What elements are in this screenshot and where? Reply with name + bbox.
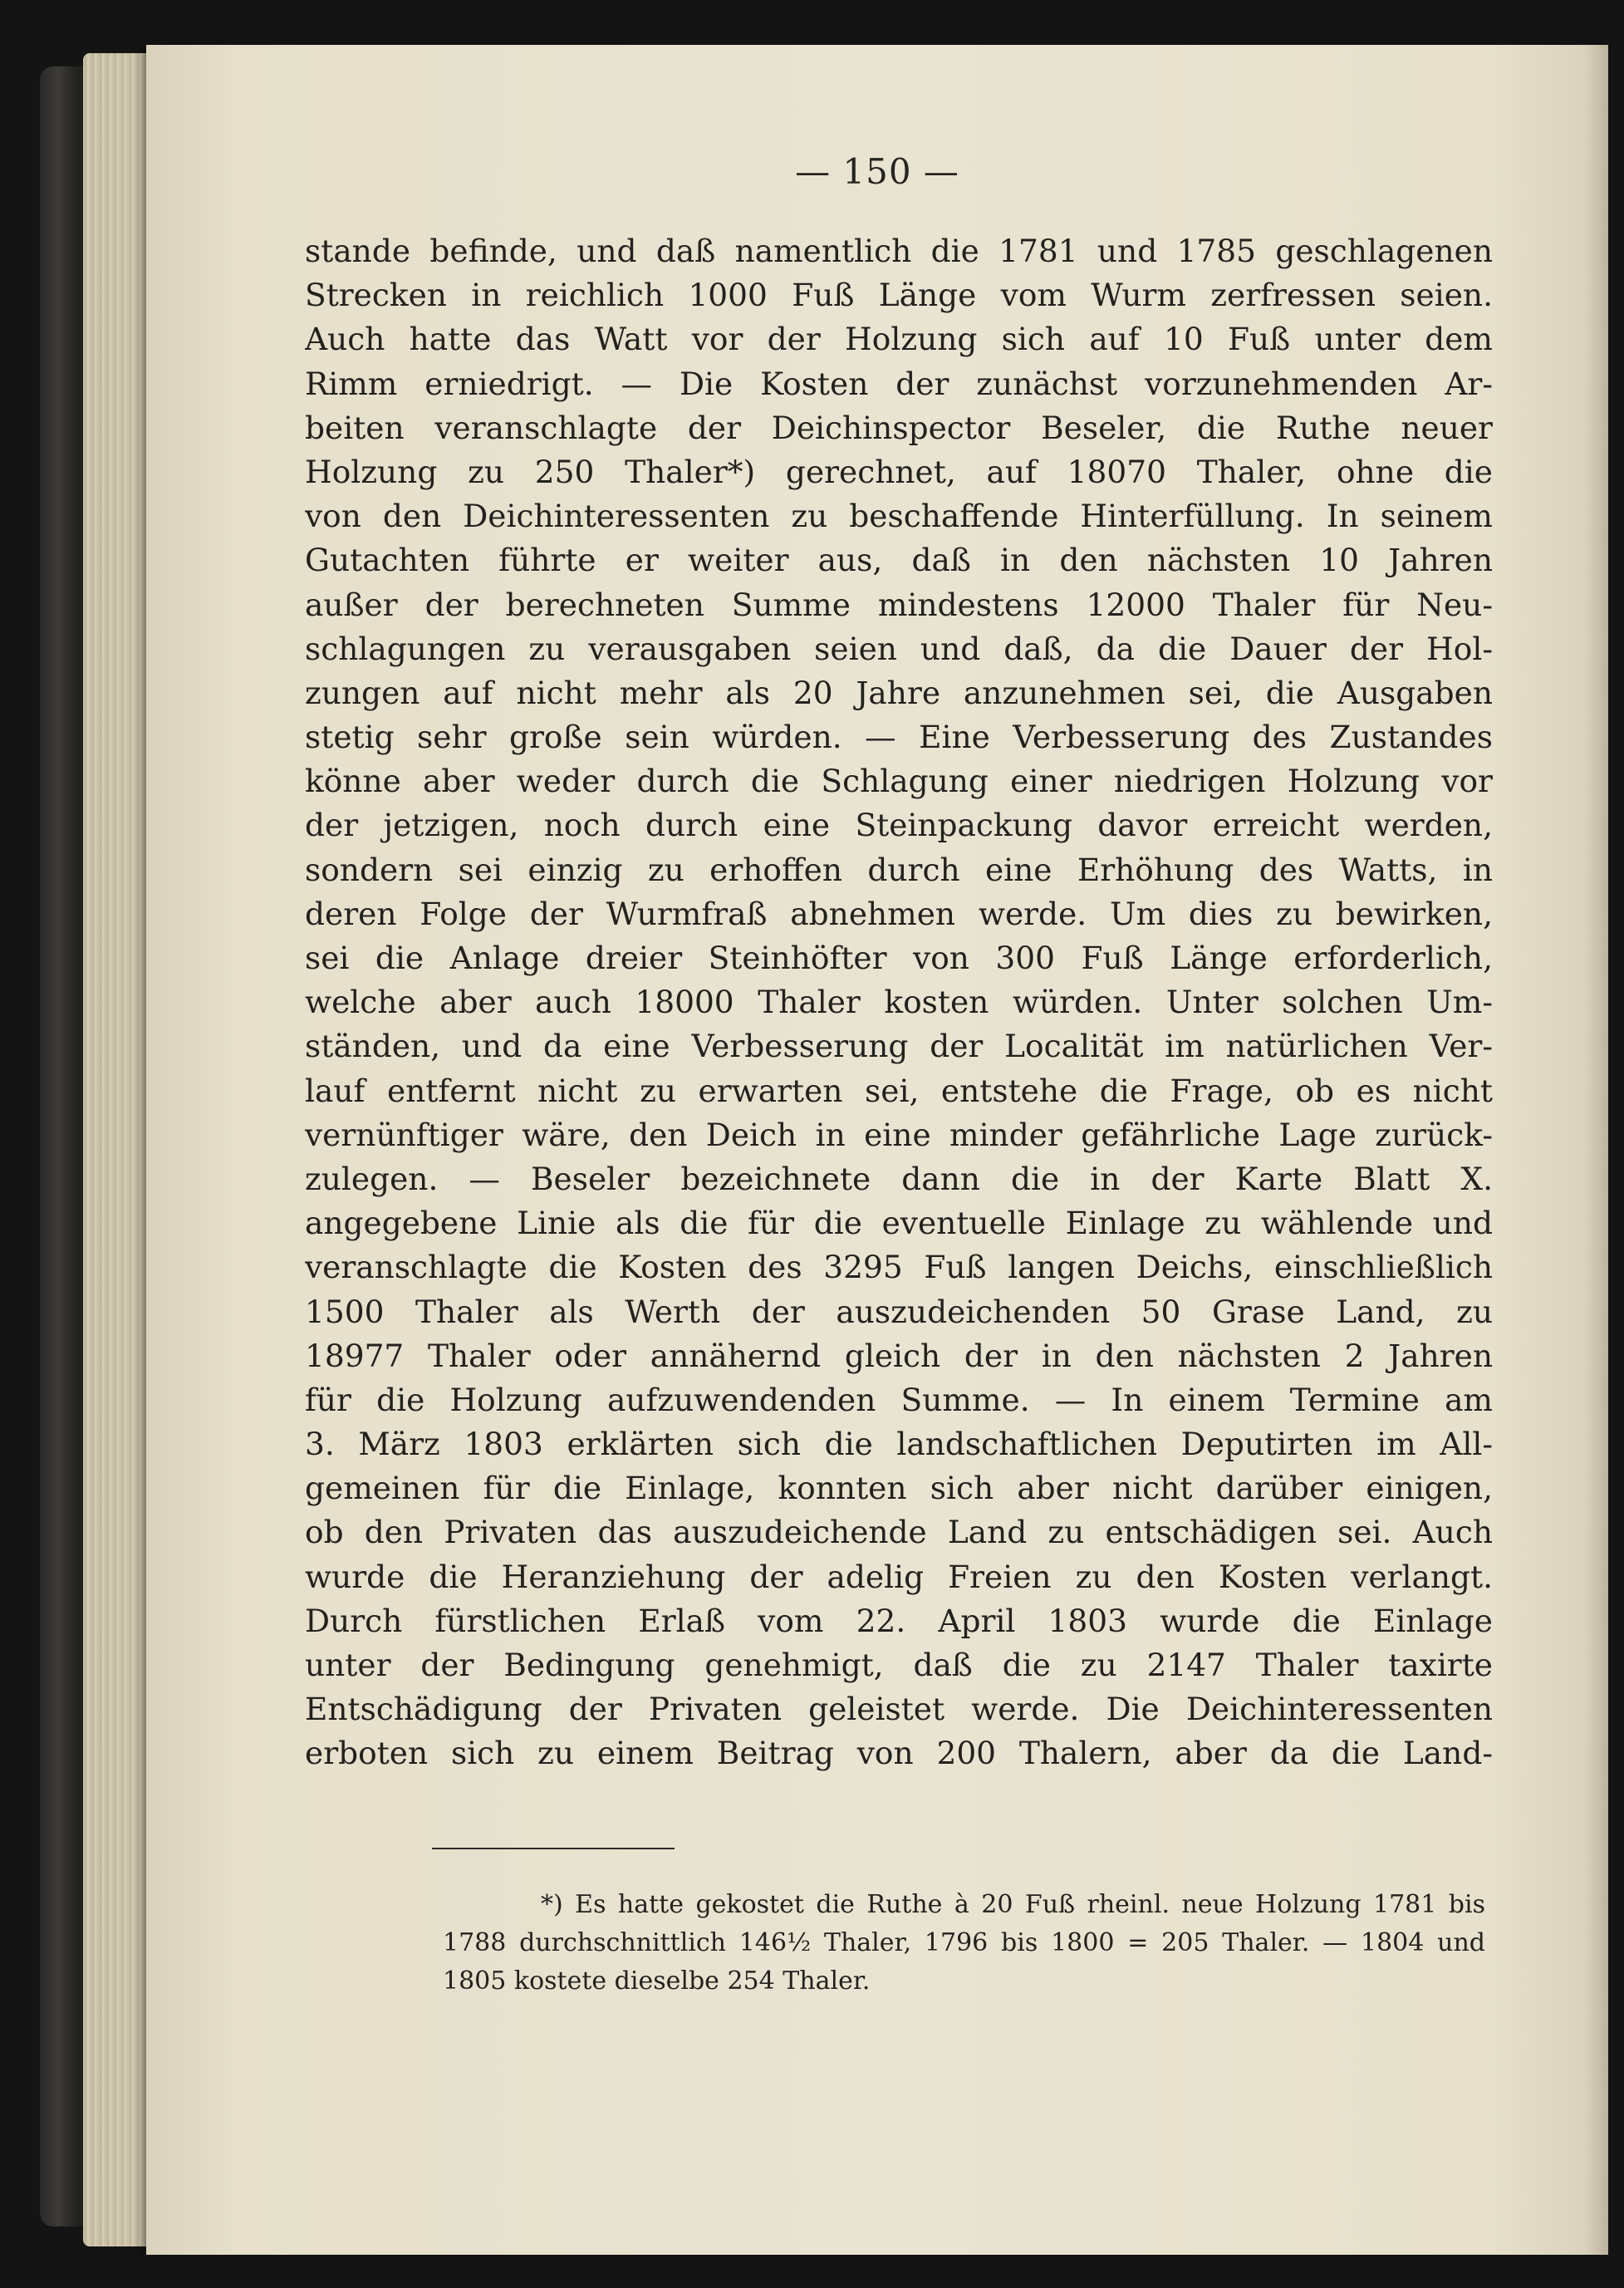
text-line: 3. März 1803 erklärten sich die landschaftlichen Deputirten im All- [305,1426,1493,1463]
text-line: vernünftiger wäre, den Deich in eine minder gefährliche Lage zurück- [305,1116,1493,1153]
text-line: Auch hatte das Watt vor der Holzung sich auf 10 Fuß unter dem [305,321,1493,358]
text-line: gemeinen für die Einlage, konnten sich aber nicht darüber einigen, [305,1470,1493,1507]
footnote-line: 1805 kostete dieselbe 254 Thaler. [443,1966,871,1996]
text-line: 1500 Thaler als Werth der auszudeichenden 50 Grase Land, zu [305,1293,1493,1330]
text-line: stande befinde, und daß namentlich die 1781 und 1785 geschlagenen [305,233,1493,269]
text-line: beiten veranschlagte der Deichinspector Beseler, die Ruthe neuer [305,409,1493,446]
text-line: Gutachten führte er weiter aus, daß in den nächsten 10 Jahren [305,542,1493,579]
text-line: welche aber auch 18000 Thaler kosten würden. Unter solchen Um- [305,984,1493,1021]
text-line: zungen auf nicht mehr als 20 Jahre anzunehmen sei, die Ausgaben [305,674,1493,711]
text-line: Entschädigung der Privaten geleistet werde. Die Deichinteressenten [305,1691,1493,1728]
page-edge-shadow [1585,45,1608,2255]
text-line: erboten sich zu einem Beitrag von 200 Thalern, aber da die Land- [305,1735,1493,1772]
text-line: deren Folge der Wurmfraß abnehmen werde. Um dies zu bewirken, [305,895,1493,932]
footnote [443,1886,1485,2001]
text-line: von den Deichinteressenten zu beschaffende Hinterfüllung. In seinem [305,498,1493,535]
text-line: unter der Bedingung genehmigt, daß die zu 2147 Thaler taxirte [305,1647,1493,1683]
text-line: stetig sehr große sein würden. — Eine Verbesserung des Zustandes [305,719,1493,756]
text-line: veranschlagte die Kosten des 3295 Fuß langen Deichs, einschließlich [305,1249,1493,1286]
page-number: — 150 — [795,151,959,192]
text-line: 18977 Thaler oder annähernd gleich der in den nächsten 2 Jahren [305,1337,1493,1374]
footnote-line: *) Es hatte gekostet die Ruthe à 20 Fuß rheinl. neue Holzung 1781 bis [541,1890,1485,1919]
text-line: sondern sei einzig zu erhoffen durch eine Erhöhung des Watts, in [305,851,1493,888]
footnote-line: 1788 durchschnittlich 146½ Thaler, 1796 bis 1800 = 205 Thaler. — 1804 und [443,1928,1485,1957]
text-line: Durch fürstlichen Erlaß vom 22. April 1803 wurde die Einlage [305,1602,1493,1639]
text-line: lauf entfernt nicht zu erwarten sei, entstehe die Frage, ob es nicht [305,1072,1493,1109]
text-line: für die Holzung aufzuwendenden Summe. — In einem Termine am [305,1381,1493,1418]
text-line: Rimm erniedrigt. — Die Kosten der zunächst vorzunehmenden Ar- [305,365,1493,402]
text-line: sei die Anlage dreier Steinhöfter von 300 Fuß Länge erforderlich, [305,940,1493,976]
text-line: ob den Privaten das auszudeichende Land zu entschädigen sei. Auch [305,1514,1493,1551]
text-line: zulegen. — Beseler bezeichnete dann die in der Karte Blatt X. [305,1160,1493,1197]
text-line: könne aber weder durch die Schlagung einer niedrigen Holzung vor [305,763,1493,800]
footnote-divider [432,1848,675,1849]
body-text [305,229,1493,1776]
text-line: angegebene Linie als die für die eventuelle Einlage zu wählende und [305,1205,1493,1242]
text-line: Strecken in reichlich 1000 Fuß Länge vom Wurm zerfressen seien. [305,277,1493,314]
text-line: schlagungen zu verausgaben seien und daß, da die Dauer der Hol- [305,630,1493,667]
text-line: der jetzigen, noch durch eine Steinpackung davor erreicht werden, [305,807,1493,844]
text-line: wurde die Heranziehung der adelig Freien zu den Kosten verlangt. [305,1558,1493,1595]
text-line: außer der berechneten Summe mindestens 12000 Thaler für Neu- [305,586,1493,623]
text-line: ständen, und da eine Verbesserung der Localität im natürlichen Ver- [305,1028,1493,1065]
text-line: Holzung zu 250 Thaler*) gerechnet, auf 18070 Thaler, ohne die [305,453,1493,490]
